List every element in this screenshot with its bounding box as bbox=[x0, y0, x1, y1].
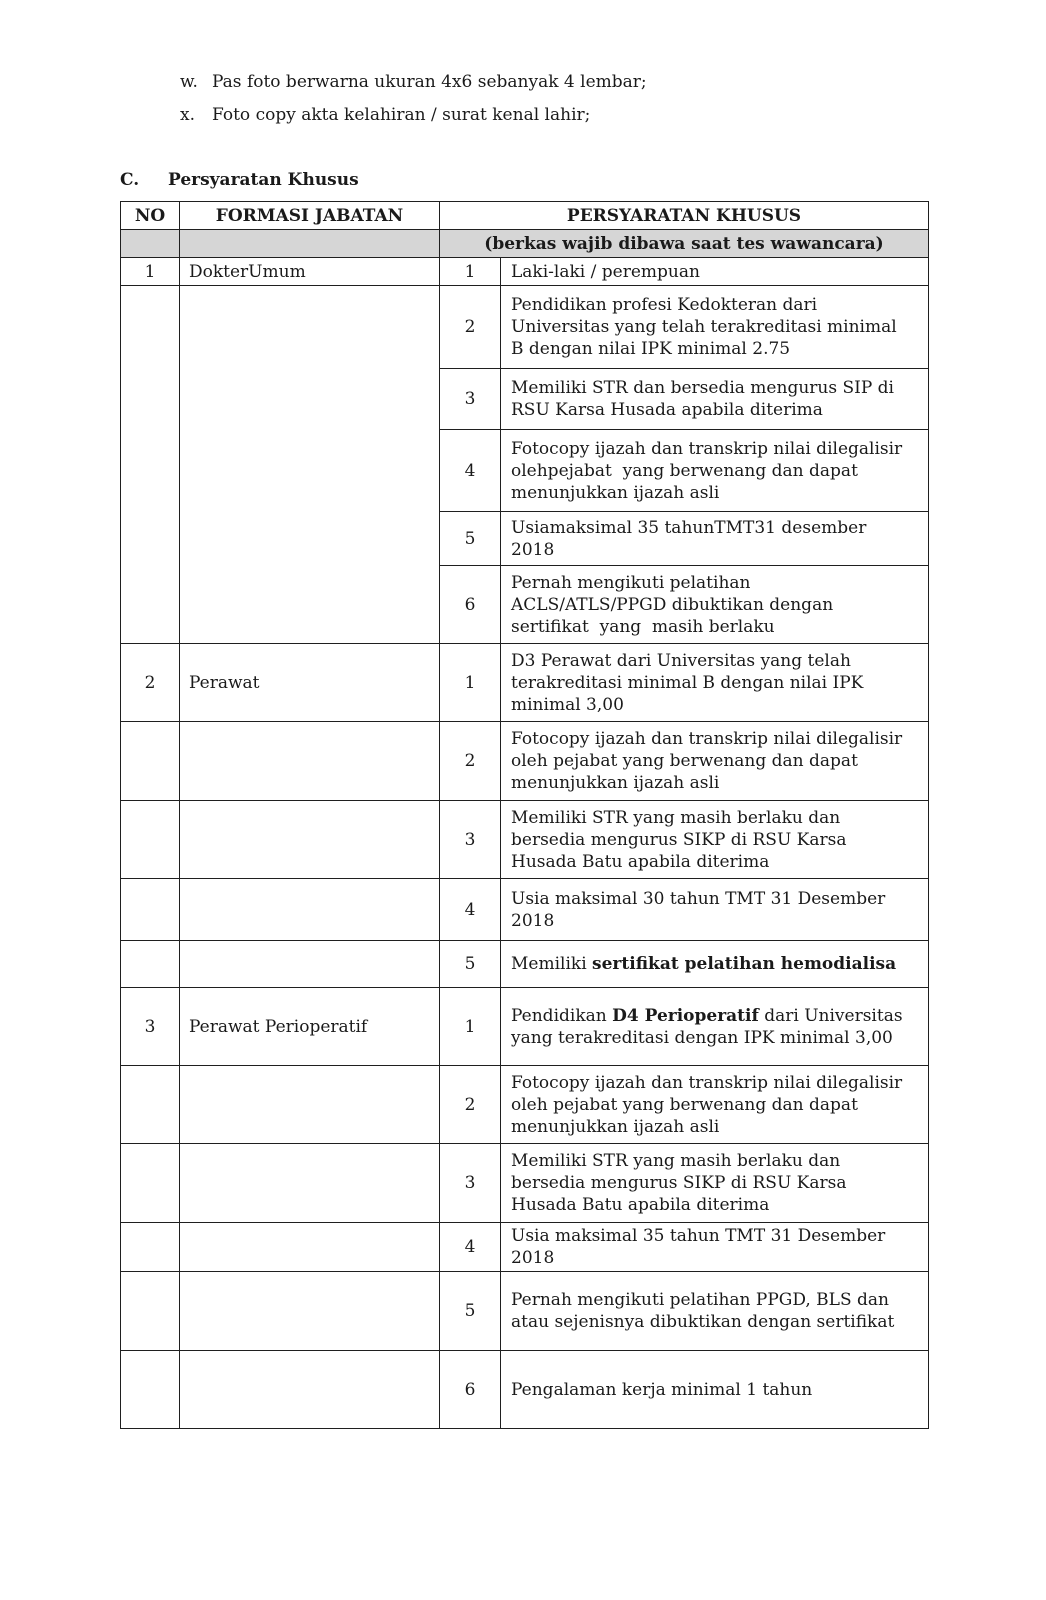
requirement-text bbox=[501, 722, 929, 801]
requirement-line: Pernah mengikuti pelatihan PPGD, BLS dan bbox=[511, 1290, 889, 1310]
position-number-blank bbox=[121, 722, 180, 801]
requirement-line: Laki-laki / perempuan bbox=[511, 261, 700, 282]
requirement-row bbox=[121, 1223, 929, 1272]
position-number-blank bbox=[121, 286, 180, 644]
requirement-line: menunjukkan ijazah asli bbox=[511, 482, 720, 503]
position-number-blank bbox=[121, 1223, 180, 1272]
requirement-number: 4 bbox=[440, 430, 501, 512]
requirement-line bbox=[511, 1005, 926, 1027]
requirement-line: 2018 bbox=[511, 1248, 555, 1268]
requirement-line: 2018 bbox=[511, 910, 555, 931]
requirement-row bbox=[121, 1144, 929, 1223]
requirement-line: RSU Karsa Husada apabila diterima bbox=[511, 400, 823, 420]
requirement-row bbox=[121, 879, 929, 941]
position-row bbox=[121, 258, 929, 286]
position-name-blank bbox=[180, 1272, 440, 1351]
requirement-line: B dengan nilai IPK minimal 2.75 bbox=[511, 339, 791, 359]
position-number: 1 bbox=[121, 258, 180, 286]
position-name-blank bbox=[180, 1144, 440, 1223]
requirement-line: oleh pejabat yang berwenang dan dapat bbox=[511, 1094, 858, 1115]
requirement-number: 1 bbox=[440, 988, 501, 1066]
position-number-blank bbox=[121, 1066, 180, 1144]
requirement-text bbox=[501, 644, 929, 722]
position-number-blank bbox=[121, 1272, 180, 1351]
list-marker: w. bbox=[180, 72, 198, 92]
requirement-line: D3 Perawat dari Universitas yang telah bbox=[511, 650, 851, 671]
requirement-text bbox=[501, 369, 929, 430]
requirement-line: yang terakreditasi dengan IPK minimal 3,00 bbox=[511, 1027, 893, 1048]
header-formasi-blank bbox=[180, 230, 440, 258]
requirement-text bbox=[501, 988, 929, 1066]
position-number-blank bbox=[121, 1351, 180, 1429]
list-item-text: Pas foto berwarna ukuran 4x6 sebanyak 4 lembar; bbox=[212, 72, 647, 92]
requirement-text bbox=[501, 1272, 929, 1351]
requirement-line: Memiliki STR yang masih berlaku dan bbox=[511, 807, 841, 828]
position-name-blank bbox=[180, 722, 440, 801]
requirement-text bbox=[501, 801, 929, 879]
requirement-line: 2018 bbox=[511, 539, 555, 560]
requirement-number: 6 bbox=[440, 1351, 501, 1429]
requirement-line: menunjukkan ijazah asli bbox=[511, 773, 720, 793]
requirement-number: 1 bbox=[440, 258, 501, 286]
header-no-blank bbox=[121, 230, 180, 258]
header-note: (berkas wajib dibawa saat tes wawancara) bbox=[440, 230, 929, 258]
requirement-line: Husada Batu apabila diterima bbox=[511, 851, 770, 872]
section-title: Persyaratan Khusus bbox=[168, 170, 359, 190]
requirement-line: olehpejabat yang berwenang dan dapat bbox=[511, 460, 858, 481]
requirement-number: 3 bbox=[440, 801, 501, 879]
header-note-row bbox=[121, 230, 929, 258]
requirement-text bbox=[501, 1351, 929, 1429]
list-item-text: Foto copy akta kelahiran / surat kenal lahir; bbox=[212, 105, 591, 125]
requirement-text bbox=[501, 286, 929, 369]
requirement-number: 2 bbox=[440, 722, 501, 801]
requirement-number: 4 bbox=[440, 1223, 501, 1272]
header-formasi: FORMASI JABATAN bbox=[180, 202, 440, 230]
requirement-line: Fotocopy ijazah dan transkrip nilai dilegalisir bbox=[511, 729, 903, 749]
requirement-row bbox=[121, 1066, 929, 1144]
position-name-blank bbox=[180, 879, 440, 941]
section-marker: C. bbox=[120, 170, 140, 190]
requirement-line: Pendidikan profesi Kedokteran dari bbox=[511, 295, 818, 315]
requirement-text bbox=[501, 1066, 929, 1144]
requirement-text bbox=[501, 512, 929, 566]
requirement-row bbox=[121, 1351, 929, 1429]
requirement-row bbox=[121, 801, 929, 879]
position-name-blank bbox=[180, 1223, 440, 1272]
requirement-text bbox=[501, 566, 929, 644]
requirement-line: Memiliki STR yang masih berlaku dan bbox=[511, 1151, 841, 1171]
requirement-number: 5 bbox=[440, 1272, 501, 1351]
requirement-segment: Pendidikan bbox=[511, 1005, 613, 1026]
requirement-line: Pengalaman kerja minimal 1 tahun bbox=[511, 1379, 813, 1400]
requirement-number: 5 bbox=[440, 512, 501, 566]
requirement-line: terakreditasi minimal B dengan nilai IPK bbox=[511, 672, 864, 693]
requirement-number: 3 bbox=[440, 1144, 501, 1223]
requirement-number: 1 bbox=[440, 644, 501, 722]
position-number-blank bbox=[121, 879, 180, 941]
requirement-text bbox=[501, 879, 929, 941]
requirement-line: menunjukkan ijazah asli bbox=[511, 1116, 720, 1137]
position-number: 3 bbox=[121, 988, 180, 1066]
list-item bbox=[0, 104, 1046, 126]
requirement-line: atau sejenisnya dibuktikan dengan sertifikat bbox=[511, 1312, 895, 1332]
requirement-emphasis: D4 Perioperatif bbox=[612, 1005, 759, 1026]
header-row bbox=[121, 202, 929, 230]
section-heading bbox=[0, 169, 1046, 191]
requirement-line: Universitas yang telah terakreditasi minimal bbox=[511, 317, 897, 337]
requirement-line: Husada Batu apabila diterima bbox=[511, 1195, 770, 1215]
requirement-line: bersedia mengurus SIKP di RSU Karsa bbox=[511, 1173, 847, 1193]
position-number-blank bbox=[121, 1144, 180, 1223]
position-number-blank bbox=[121, 941, 180, 988]
requirement-number: 6 bbox=[440, 566, 501, 644]
requirement-line: bersedia mengurus SIKP di RSU Karsa bbox=[511, 829, 847, 850]
position-row bbox=[121, 988, 929, 1066]
requirements-table-body bbox=[121, 258, 929, 1429]
requirement-row bbox=[121, 941, 929, 988]
position-number: 2 bbox=[121, 644, 180, 722]
position-name: Perawat Perioperatif bbox=[180, 988, 440, 1066]
requirement-line: ACLS/ATLS/PPGD dibuktikan dengan bbox=[511, 594, 834, 615]
requirement-number: 4 bbox=[440, 879, 501, 941]
requirement-row bbox=[121, 722, 929, 801]
header-persyaratan: PERSYARATAN KHUSUS bbox=[440, 202, 929, 230]
requirement-row bbox=[121, 286, 929, 369]
requirement-line bbox=[511, 953, 926, 975]
requirement-number: 5 bbox=[440, 941, 501, 988]
requirement-number: 3 bbox=[440, 369, 501, 430]
requirement-number: 2 bbox=[440, 1066, 501, 1144]
position-name: DokterUmum bbox=[180, 258, 440, 286]
requirement-segment: dari Universitas bbox=[758, 1005, 903, 1026]
header-no: NO bbox=[121, 202, 180, 230]
requirement-segment: Memiliki bbox=[511, 954, 593, 974]
requirement-line: Usia maksimal 30 tahun TMT 31 Desember bbox=[511, 888, 886, 909]
position-name: Perawat bbox=[180, 644, 440, 722]
requirements-table bbox=[120, 201, 929, 1429]
position-number-blank bbox=[121, 801, 180, 879]
list-item bbox=[0, 71, 1046, 93]
requirement-line: Fotocopy ijazah dan transkrip nilai dilegalisir bbox=[511, 438, 903, 459]
requirement-text bbox=[501, 941, 929, 988]
position-name-blank bbox=[180, 941, 440, 988]
requirement-line: Fotocopy ijazah dan transkrip nilai dilegalisir bbox=[511, 1072, 903, 1093]
position-name-blank bbox=[180, 1066, 440, 1144]
requirement-text bbox=[501, 430, 929, 512]
requirement-text bbox=[501, 1223, 929, 1272]
position-name-blank bbox=[180, 1351, 440, 1429]
position-name-blank bbox=[180, 286, 440, 644]
position-name-blank bbox=[180, 801, 440, 879]
requirement-line: Usiamaksimal 35 tahunTMT31 desember bbox=[511, 517, 867, 538]
requirement-line: minimal 3,00 bbox=[511, 694, 624, 715]
list-marker: x. bbox=[180, 105, 195, 125]
requirement-row bbox=[121, 1272, 929, 1351]
position-row bbox=[121, 644, 929, 722]
requirement-text bbox=[501, 1144, 929, 1223]
requirement-line: oleh pejabat yang berwenang dan dapat bbox=[511, 751, 858, 771]
requirement-emphasis: sertifikat pelatihan hemodialisa bbox=[592, 954, 897, 974]
requirement-number: 2 bbox=[440, 286, 501, 369]
requirement-line: Usia maksimal 35 tahun TMT 31 Desember bbox=[511, 1226, 886, 1246]
requirement-line: Memiliki STR dan bersedia mengurus SIP di bbox=[511, 378, 894, 398]
requirement-text bbox=[501, 258, 929, 286]
requirement-line: sertifikat yang masih berlaku bbox=[511, 616, 775, 637]
requirement-line: Pernah mengikuti pelatihan bbox=[511, 572, 751, 593]
